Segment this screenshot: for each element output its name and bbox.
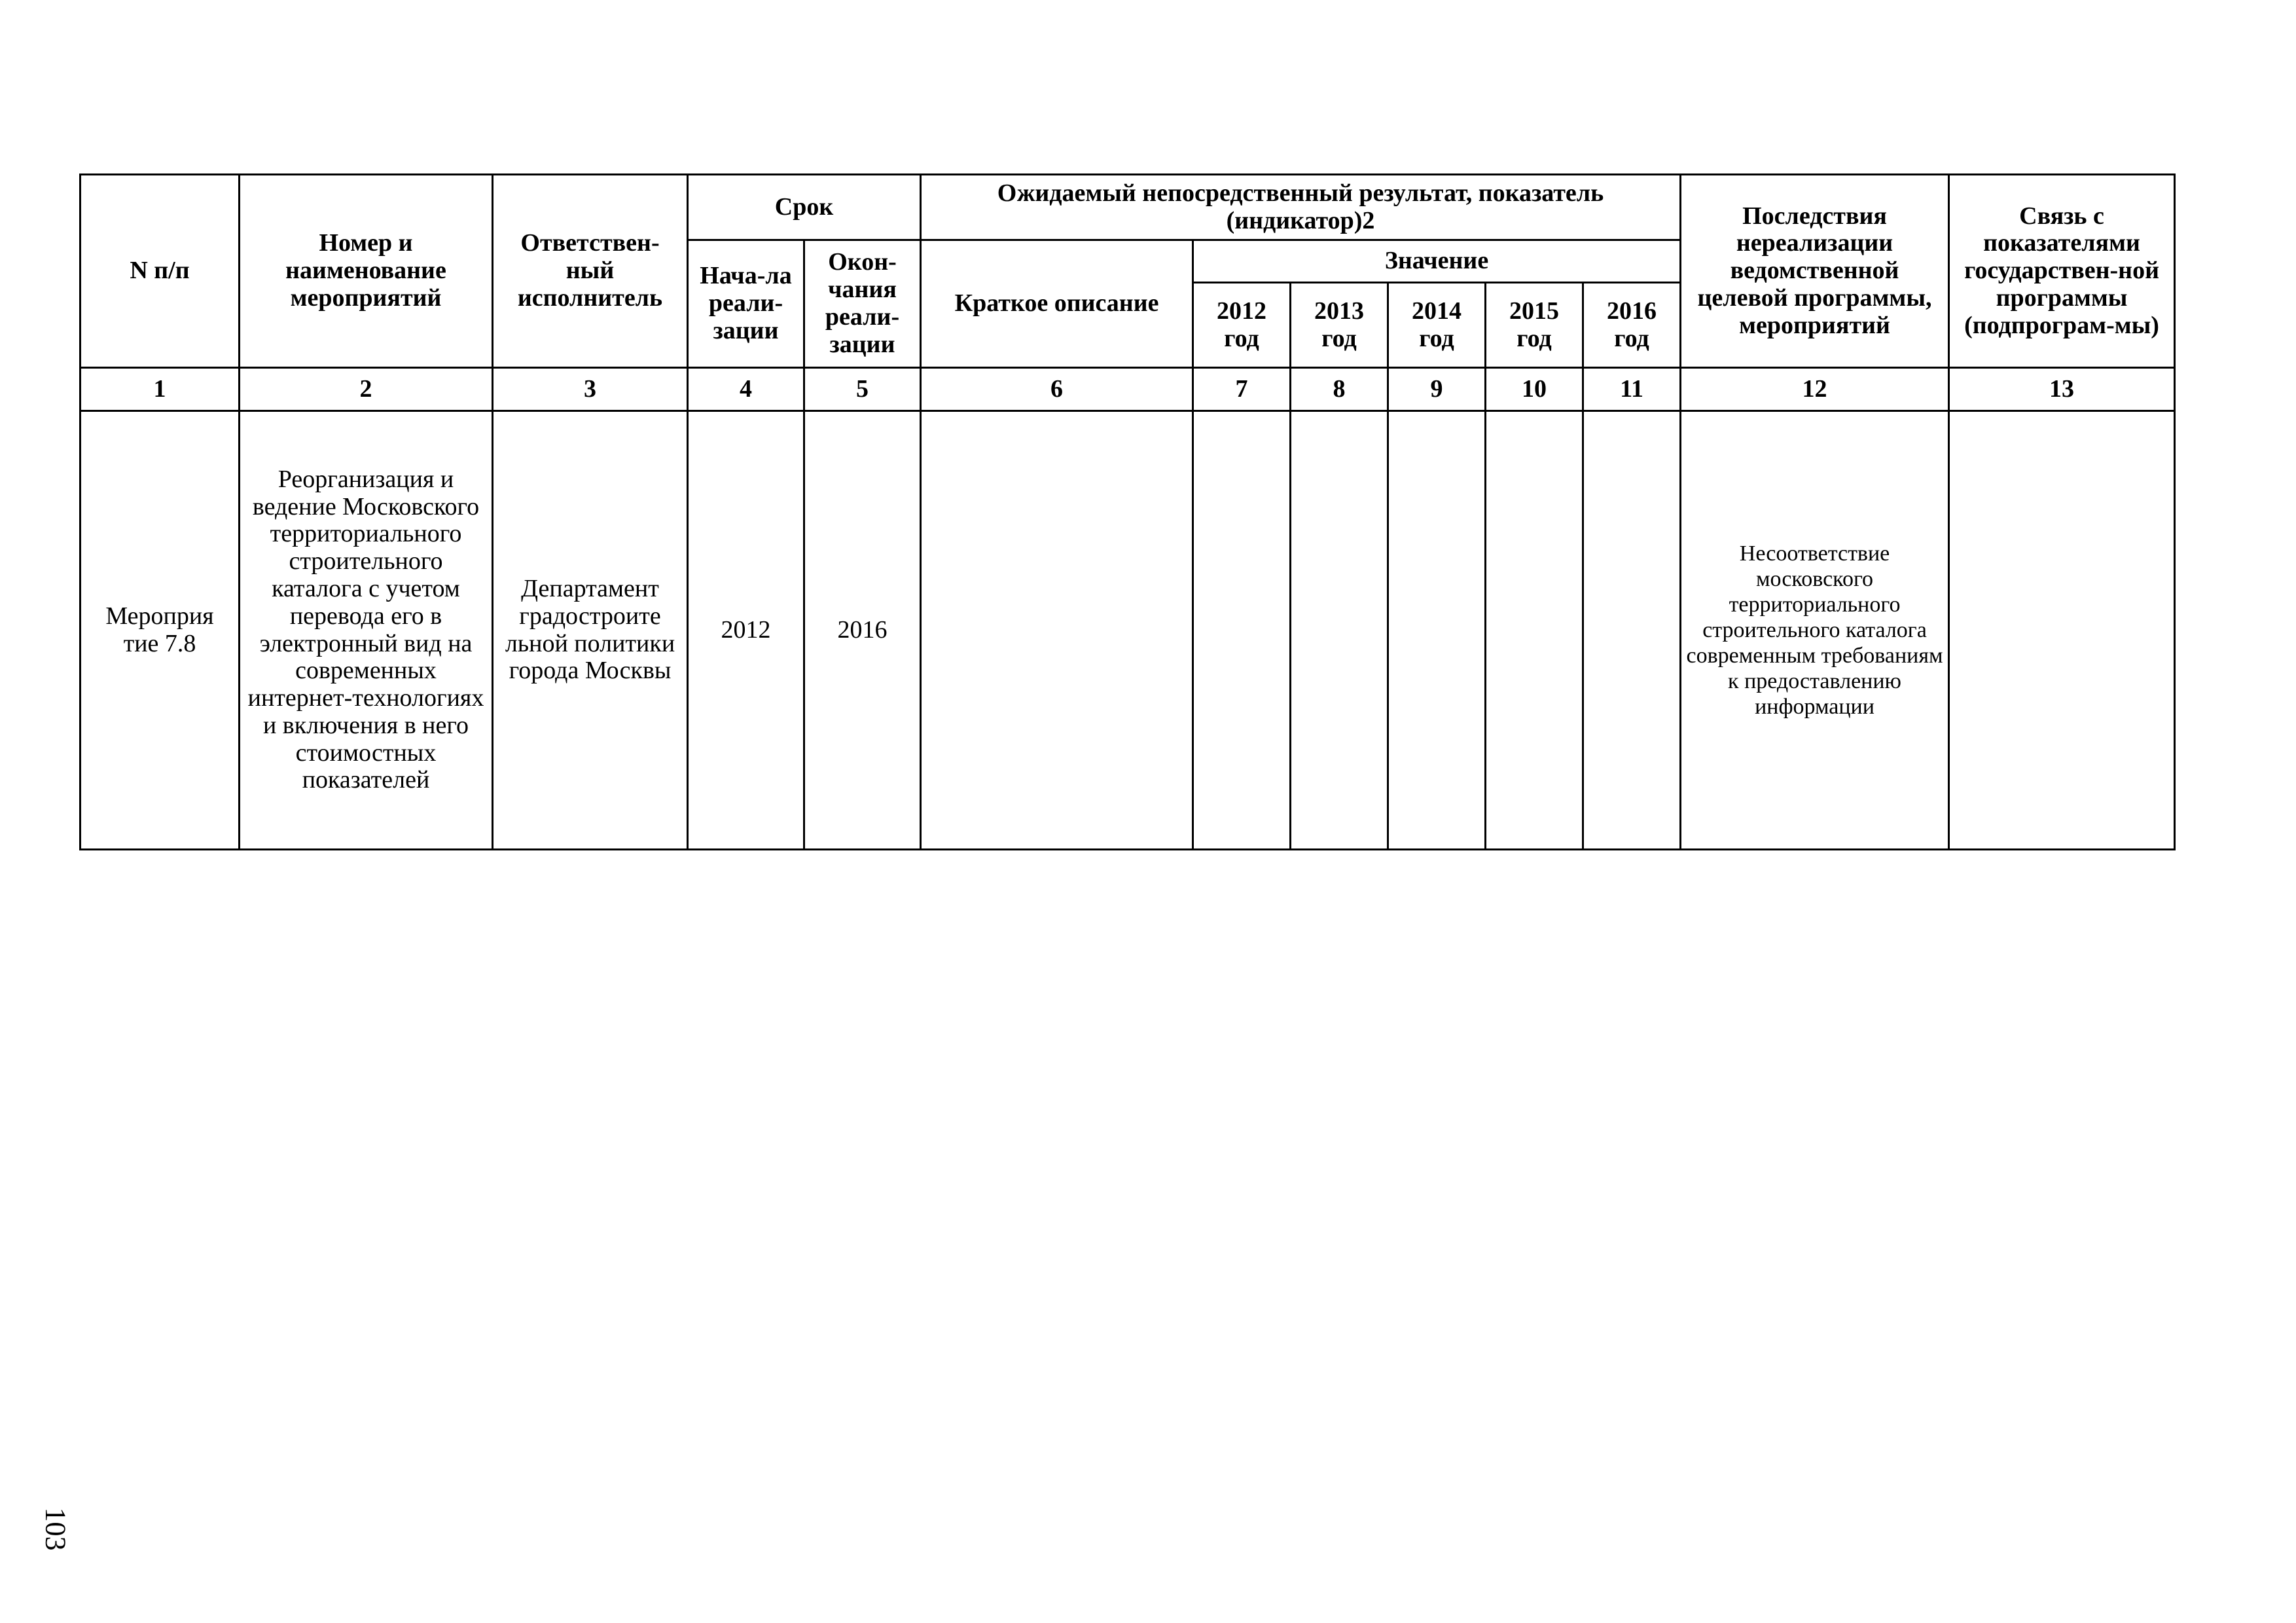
- cell-responsible: Департамент градостроите льной политики города Москвы: [493, 411, 688, 850]
- header-year-2013: 2013 год: [1291, 283, 1388, 368]
- page-number: 103: [39, 1507, 72, 1551]
- column-number: 2: [240, 368, 493, 411]
- header-row-1: [81, 175, 2175, 240]
- column-number: 12: [1681, 368, 1949, 411]
- cell-name: Реорганизация и ведение Московского территориального строительного каталога с учетом перевода его в электронный вид на современных интернет-технологиях и включения в него стоимостных показателей: [240, 411, 493, 850]
- header-year-2016: 2016 год: [1583, 283, 1681, 368]
- cell-value-2014: [1388, 411, 1486, 850]
- cell-end: 2016: [804, 411, 921, 850]
- cell-start: 2012: [688, 411, 804, 850]
- cell-value-2012: [1193, 411, 1291, 850]
- header-name: Номер и наименование мероприятий: [240, 175, 493, 368]
- header-responsible: Ответствен-ный исполнитель: [493, 175, 688, 368]
- header-consequences: Последствия нереализации ведомственной целевой программы, мероприятий: [1681, 175, 1949, 368]
- header-description: Краткое описание: [921, 240, 1193, 368]
- cell-value-2013: [1291, 411, 1388, 850]
- header-term-end: Окон-чания реали-зации: [804, 240, 921, 368]
- column-number: 4: [688, 368, 804, 411]
- table-row: [81, 411, 2175, 850]
- cell-link: [1949, 411, 2175, 850]
- header-year-2014: 2014 год: [1388, 283, 1486, 368]
- column-number: 1: [81, 368, 240, 411]
- cell-value-2016: [1583, 411, 1681, 850]
- header-link: Связь с показателями государствен-ной программы (подпрограм-мы): [1949, 175, 2175, 368]
- header-year-2012: 2012 год: [1193, 283, 1291, 368]
- header-result: Ожидаемый непосредственный результат, показатель (индикатор)2: [921, 175, 1681, 240]
- column-number: 9: [1388, 368, 1486, 411]
- cell-value-2015: [1486, 411, 1583, 850]
- column-number: 10: [1486, 368, 1583, 411]
- column-number: 5: [804, 368, 921, 411]
- column-number: 11: [1583, 368, 1681, 411]
- header-value: Значение: [1193, 240, 1681, 283]
- cell-description: [921, 411, 1193, 850]
- cell-num: Мероприя тие 7.8: [81, 411, 240, 850]
- column-number: 7: [1193, 368, 1291, 411]
- header-term-start: Нача-ла реали-зации: [688, 240, 804, 368]
- header-num: N п/п: [81, 175, 240, 368]
- column-number: 3: [493, 368, 688, 411]
- header-term: Срок: [688, 175, 921, 240]
- measures-table: [79, 173, 2176, 850]
- column-number: 6: [921, 368, 1193, 411]
- header-year-2015: 2015 год: [1486, 283, 1583, 368]
- column-numbers-row: [81, 368, 2175, 411]
- cell-consequences: Несоответствие московского территориального строительного каталога современным требованиям к предоставлению информации: [1681, 411, 1949, 850]
- column-number: 8: [1291, 368, 1388, 411]
- column-number: 13: [1949, 368, 2175, 411]
